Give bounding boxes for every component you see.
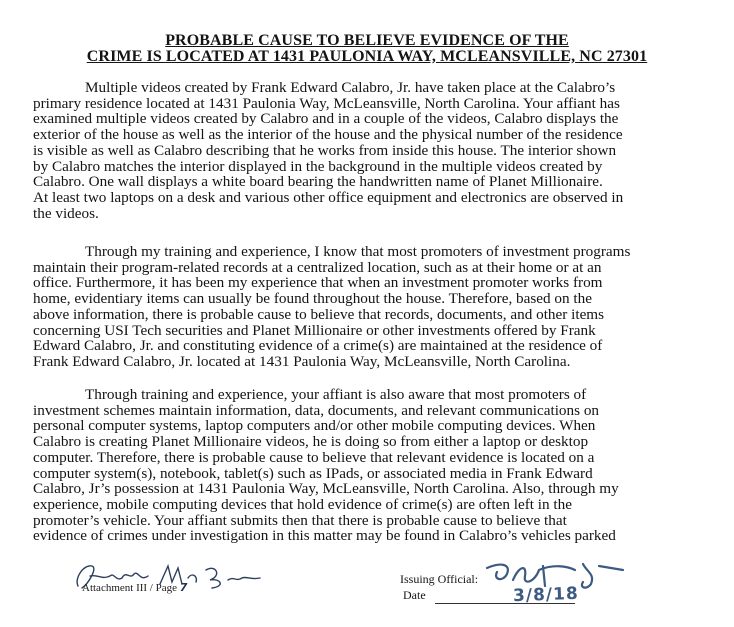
text-line: computer system(s), notebook, tablet(s) such as IPads, or associated media in Frank Edward	[33, 464, 593, 482]
text-line: primary residence located at 1431 Paulonia Way, McLeansville, North Carolina. Your affiant has	[33, 94, 620, 112]
text-line: concerning USI Tech securities and Planet Millionaire or other investments offered by Frank	[33, 321, 596, 339]
text-line: examined multiple videos created by Calabro and in a couple of the videos, Calabro displays the	[33, 110, 619, 128]
date-label: Date	[403, 588, 426, 602]
heading-line-2: CRIME IS LOCATED AT 1431 PAULONIA WAY, MCLEANSVILLE, NC 27301	[86, 48, 648, 65]
text-line: exterior of the house as well as the interior of the house and the physical number of the residence	[33, 126, 623, 144]
affiant-signature-block	[70, 558, 270, 608]
text-line: computer. Therefore, there is probable cause to believe that relevant evidence is located on a	[33, 448, 595, 466]
text-line: above information, there is probable cause to believe that records, documents, and other items	[33, 305, 605, 323]
text-line: Through my training and experience, I know that most promoters of investment programs	[85, 243, 631, 260]
page-number: 7	[179, 581, 188, 594]
text-line: experience, mobile computing devices that hold evidence of crime(s) are often left in the	[33, 495, 572, 513]
text-line: is visible as well as Calabro describing that he works from inside this house. The interior shown	[33, 141, 617, 159]
paragraph-computer-evidence	[33, 387, 703, 544]
text-line: Calabro, Jr’s possession at 1431 Paulonia Way, McLeansville, North Carolina. Also, through my	[33, 480, 619, 498]
text-line: Edward Calabro, Jr. and constituting evidence of a crime(s) are maintained at the residence of	[33, 337, 603, 355]
text-line: office. Furthermore, it has been my experience that when an investment promoter works from	[33, 274, 603, 292]
text-line: evidence of crimes under investigation in this matter may be found in Calabro’s vehicles parked	[33, 527, 616, 545]
paragraph-records-location	[33, 244, 703, 370]
text-line: Frank Edward Calabro, Jr. located at 1431 Paulonia Way, McLeansville, North Carolina.	[33, 352, 571, 370]
text-line: Multiple videos created by Frank Edward Calabro, Jr. have taken place at the Calabro’s	[85, 79, 616, 96]
issuing-official-block	[395, 560, 665, 610]
text-line: the videos.	[33, 204, 99, 222]
text-line: At least two laptops on a desk and various other office equipment and electronics are observed in	[33, 188, 624, 206]
text-line: investment schemes maintain information, data, documents, and relevant communications on	[33, 401, 600, 419]
text-line: maintain their program-related records at a centralized location, such as at their home or at an	[33, 258, 602, 276]
text-line: home, evidentiary items can usually be found throughout the house. Therefore, based on the	[33, 290, 592, 308]
text-line: by Calabro matches the interior displayed in the background in the multiple videos created by	[33, 157, 603, 175]
text-line: Calabro is creating Planet Millionaire videos, he is doing so from either a laptop or desktop	[33, 433, 589, 451]
attachment-text: Attachment III / Page	[82, 582, 180, 594]
text-line: personal computer systems, laptop computers and/or other mobile computing devices. When	[33, 417, 596, 435]
issuing-official-label: Issuing Official:	[400, 572, 479, 586]
heading-line-1: PROBABLE CAUSE TO BELIEVE EVIDENCE OF THE	[165, 32, 569, 49]
text-line: Calabro. One wall displays a white board bearing the handwritten name of Planet Millionaire.	[33, 173, 603, 191]
text-line: Through training and experience, your affiant is also aware that most promoters of	[85, 386, 587, 403]
text-line: promoter’s vehicle. Your affiant submits then that there is probable cause to believe that	[33, 511, 567, 529]
attachment-label	[82, 581, 187, 594]
date-value: 3/8/18	[512, 583, 580, 607]
paragraph-residence-videos	[33, 80, 703, 221]
